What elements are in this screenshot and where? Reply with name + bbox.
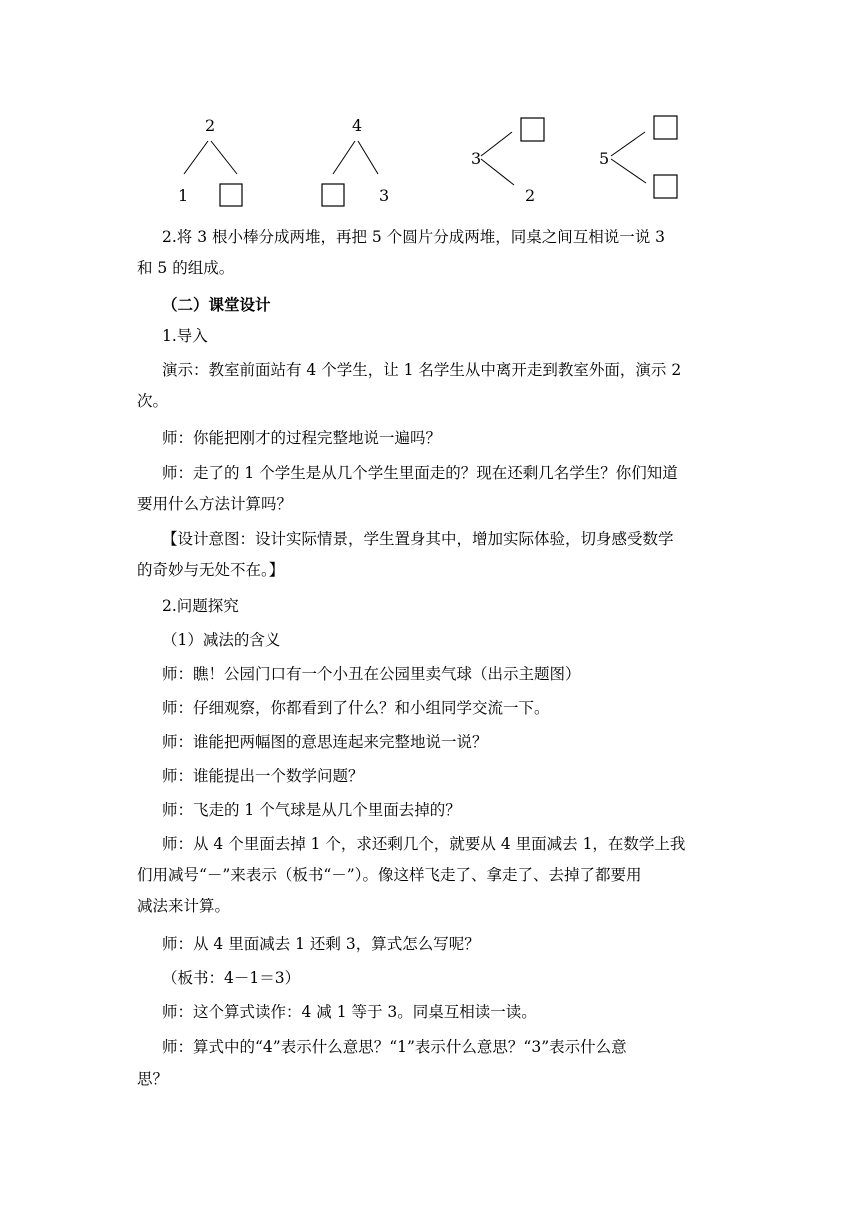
diagram-right-number: 3 (379, 186, 390, 205)
paragraph-line: 2.将 3 根小棒分成两堆，再把 5 个圆片分成两堆，同桌之间互相说一说 3 (162, 228, 666, 246)
composition-diagram-2 (178, 116, 242, 206)
blank-box (521, 118, 544, 141)
paragraph-line: 师：算式中的“4”表示什么意思？“1”表示什么意思？“3”表示什么意 (162, 1038, 627, 1056)
paragraph-line: 演示：教室前面站有 4 个学生，让 1 名学生从中离开走到教室外面，演示 2 (162, 361, 682, 379)
paragraph-line: 师：你能把刚才的过程完整地说一遍吗？ (162, 429, 442, 447)
composition-diagram-3 (471, 118, 544, 205)
diagram-left-number: 3 (471, 149, 482, 168)
paragraph-line: 次。 (137, 392, 169, 410)
blank-box (322, 184, 344, 206)
blank-box (654, 116, 677, 139)
paragraph-line: 师：谁能提出一个数学问题？ (162, 767, 364, 785)
blank-box (220, 184, 242, 206)
paragraph-line: 师：走了的 1 个学生是从几个学生里面走的？现在还剩几名学生？你们知道 (162, 464, 678, 482)
paragraph-line: 师：飞走的 1 个气球是从几个里面去掉的？ (162, 801, 461, 819)
section-heading: （二）课堂设计 (162, 295, 271, 314)
paragraph-line: 师：瞧！公园门口有一个小丑在公园里卖气球（出示主题图） (162, 665, 581, 683)
paragraph-line: 和 5 的组成。 (137, 259, 235, 277)
design-intent-note: 的奇妙与无处不在。】 (137, 561, 285, 579)
design-intent-note: 【设计意图：设计实际情景，学生置身其中，增加实际体验，切身感受数学 (162, 530, 674, 548)
paragraph-line: 减法来计算。 (137, 897, 231, 915)
diagram-top-number: 4 (352, 116, 363, 135)
number-composition-diagrams (0, 0, 860, 220)
composition-diagram-4 (322, 116, 389, 206)
diagram-left-number: 5 (599, 149, 610, 168)
subsection-heading: （1）减法的含义 (162, 631, 281, 649)
composition-diagram-5 (599, 116, 677, 198)
paragraph-line: 师：从 4 个里面去掉 1 个，求还剩几个，就要从 4 里面减去 1，在数学上我 (162, 835, 686, 853)
paragraph-line: 要用什么方法计算吗？ (137, 495, 293, 513)
paragraph-line: 思？ (137, 1070, 169, 1088)
diagram-top-number: 2 (205, 116, 216, 135)
paragraph-line: 师：谁能把两幅图的意思连起来完整地说一说？ (162, 733, 488, 751)
paragraph-line: 师：从 4 里面减去 1 还剩 3，算式怎么写呢？ (162, 935, 480, 953)
board-note: （板书：4－1＝3） (162, 969, 301, 987)
diagram-bottom-number: 2 (525, 186, 536, 205)
subsection-heading: 1.导入 (162, 327, 208, 345)
blank-box (654, 175, 677, 198)
diagram-left-number: 1 (178, 186, 189, 205)
paragraph-line: 师：仔细观察，你都看到了什么？和小组同学交流一下。 (162, 699, 550, 717)
subsection-heading: 2.问题探究 (162, 597, 239, 615)
paragraph-line: 师：这个算式读作：4 减 1 等于 3。同桌互相读一读。 (162, 1003, 537, 1021)
paragraph-line: 们用减号“－”来表示（板书“－”）。像这样飞走了、拿走了、去掉了都要用 (137, 866, 642, 884)
